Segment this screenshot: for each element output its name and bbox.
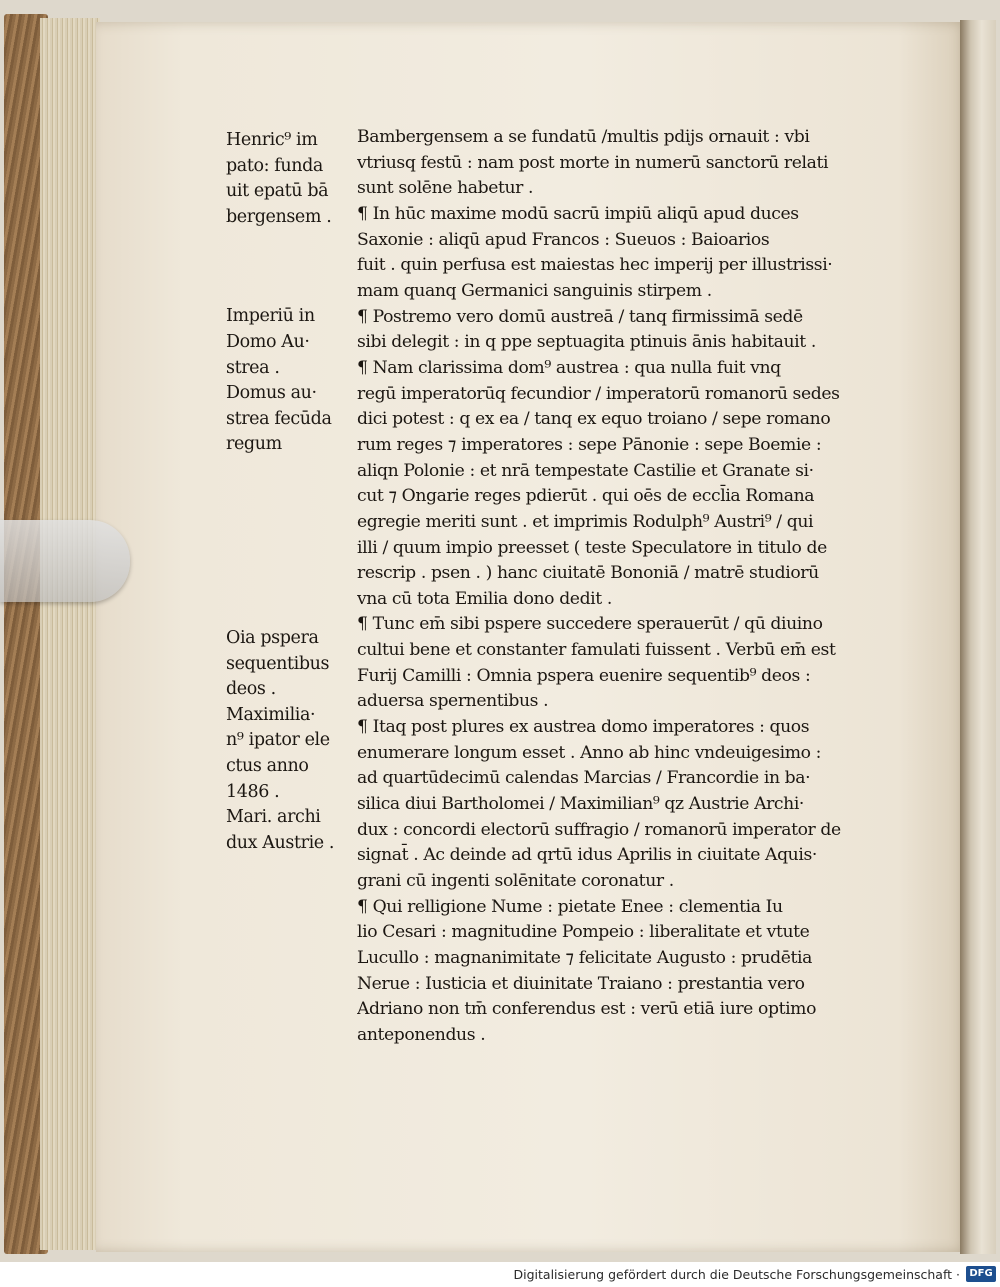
- text-line: cut ⁊ Ongarie reges pdierūt . qui oēs de eccl̄ia Romana: [357, 486, 815, 507]
- margin-line: deos .: [226, 679, 276, 700]
- margin-line: ctus anno: [226, 755, 309, 776]
- margin-line: strea fecūda: [226, 408, 332, 429]
- margin-line: dux Austrie .: [226, 832, 335, 853]
- text-line: ¶ Postremo vero domū austreā / tanq firmissimā sedē: [357, 306, 803, 327]
- margin-line: Oia pspera: [226, 627, 319, 648]
- text-line: ¶ Itaq post plures ex austrea domo imperatores : quos: [357, 717, 810, 738]
- text-line: aduersa spernentibus .: [357, 691, 549, 712]
- text-line: dux : concordi electorū suffragio / romanorū imperator de: [357, 819, 841, 840]
- text-line: ¶ Qui relligione Nume : pietate Enee : clementia Iu: [357, 896, 783, 917]
- margin-line: Mari. archi: [226, 807, 321, 828]
- text-line: egregie meriti sunt . et imprimis Rodulph⁹ Austri⁹ / qui: [357, 511, 814, 532]
- margin-line: strea .: [226, 357, 280, 378]
- text-line: signat̄ . Ac deinde ad qrtū idus Aprilis in ciuitate Aquis·: [357, 845, 817, 866]
- text-line: rum reges ⁊ imperatores : sepe Pānonie : sepe Boemie :: [357, 434, 822, 455]
- margin-line: Imperiū in: [226, 306, 315, 327]
- text-line: silica diui Bartholomei / Maximilian⁹ qz Austrie Archi·: [357, 794, 804, 815]
- text-line: lio Cesari : magnitudine Pompeio : liberalitate et vtute: [357, 922, 810, 943]
- margin-line: Domus au·: [226, 383, 317, 404]
- margin-line: pato: funda: [226, 155, 323, 176]
- text-line: vtriusq festū : nam post morte in numerū sanctorū relati: [357, 152, 829, 173]
- digitization-footer: [0, 1262, 1000, 1287]
- text-line: aliqn Polonie : et nrā tempestate Castilie et Granate si·: [357, 460, 814, 481]
- margin-line: sequentibus: [226, 653, 330, 674]
- text-line: vna cū tota Emilia dono dedit .: [357, 588, 612, 609]
- margin-line: bergensem .: [226, 206, 332, 227]
- margin-line: n⁹ ipator ele: [226, 730, 330, 751]
- footer-credit: Digitalisierung gefördert durch die Deutsche Forschungsgemeinschaft ·: [513, 1267, 960, 1282]
- text-line: Saxonie : aliqū apud Francos : Sueuos : Baioarios: [357, 229, 770, 250]
- text-line: grani cū ingenti solēnitate coronatur .: [357, 871, 674, 892]
- text-line: ad quartūdecimū calendas Marcias / Francordie in ba·: [357, 768, 811, 789]
- margin-line: Henric⁹ im: [226, 130, 318, 150]
- text-line: illi / quum impio preesset ( teste Speculatore in titulo de: [357, 537, 827, 558]
- margin-notes: [226, 128, 346, 856]
- text-line: anteponendus .: [357, 1024, 486, 1045]
- text-line: Furij Camilli : Omnia pspera euenire sequentib⁹ deos :: [357, 665, 811, 686]
- margin-note-henricus: [226, 128, 346, 230]
- text-line: Lucullo : magnanimitate ⁊ felicitate Augusto : prudētia: [357, 948, 812, 968]
- text-line: ¶ In hūc maxime modū sacrū impiū aliqū apud duces: [357, 203, 799, 224]
- main-text-column: [357, 125, 905, 1049]
- dfg-logo: DFG: [966, 1266, 996, 1282]
- text-line: enumerare longum esset . Anno ab hinc vndeuigesimo :: [357, 742, 822, 763]
- page-clip: [0, 520, 130, 602]
- text-line: Adriano non tm̄ conferendus est : verū etiā iure optimo: [357, 999, 817, 1020]
- text-line: ¶ Tunc em̄ sibi pspere succedere sperauerūt / qū diuino: [357, 614, 823, 635]
- page-edges: [40, 18, 100, 1250]
- book-gutter: [960, 20, 996, 1254]
- margin-line: 1486 .: [226, 781, 280, 802]
- margin-note-maximilianus: [226, 703, 346, 857]
- text-line: Bambergensem a se fundatū /multis pdijs ornauit : vbi: [357, 127, 810, 147]
- text-line: cultui bene et constanter famulati fuissent . Verbū em̄ est: [357, 640, 836, 661]
- text-line: sibi delegit : in q ppe septuagita ptinuis ānis habitauit .: [357, 332, 816, 353]
- text-line: mam quanq Germanici sanguinis stirpem .: [357, 280, 712, 301]
- text-line: ¶ Nam clarissima dom⁹ austrea : qua nulla fuit vnq: [357, 357, 781, 378]
- margin-line: uit epatū bā: [226, 181, 329, 202]
- text-line: regū imperatorūq fecundior / imperatorū romanorū sedes: [357, 383, 840, 404]
- text-line: fuit . quin perfusa est maiestas hec imperij per illustrissi·: [357, 255, 833, 276]
- margin-note-imperium: [226, 304, 346, 381]
- margin-line: Domo Au·: [226, 331, 310, 352]
- text-line: sunt solēne habetur .: [357, 178, 534, 199]
- text-line: rescrip . psen . ) hanc ciuitatē Bononiā / matrē studiorū: [357, 563, 819, 584]
- text-line: dici potest : q ex ea / tanq ex equo troiano / sepe romano: [357, 409, 831, 430]
- text-line: Nerue : Iusticia et diuinitate Traiano : prestantia vero: [357, 973, 805, 994]
- margin-line: regum: [226, 434, 282, 455]
- margin-line: Maximilia·: [226, 704, 316, 725]
- margin-note-prospera: [226, 626, 346, 703]
- margin-note-domus: [226, 381, 346, 458]
